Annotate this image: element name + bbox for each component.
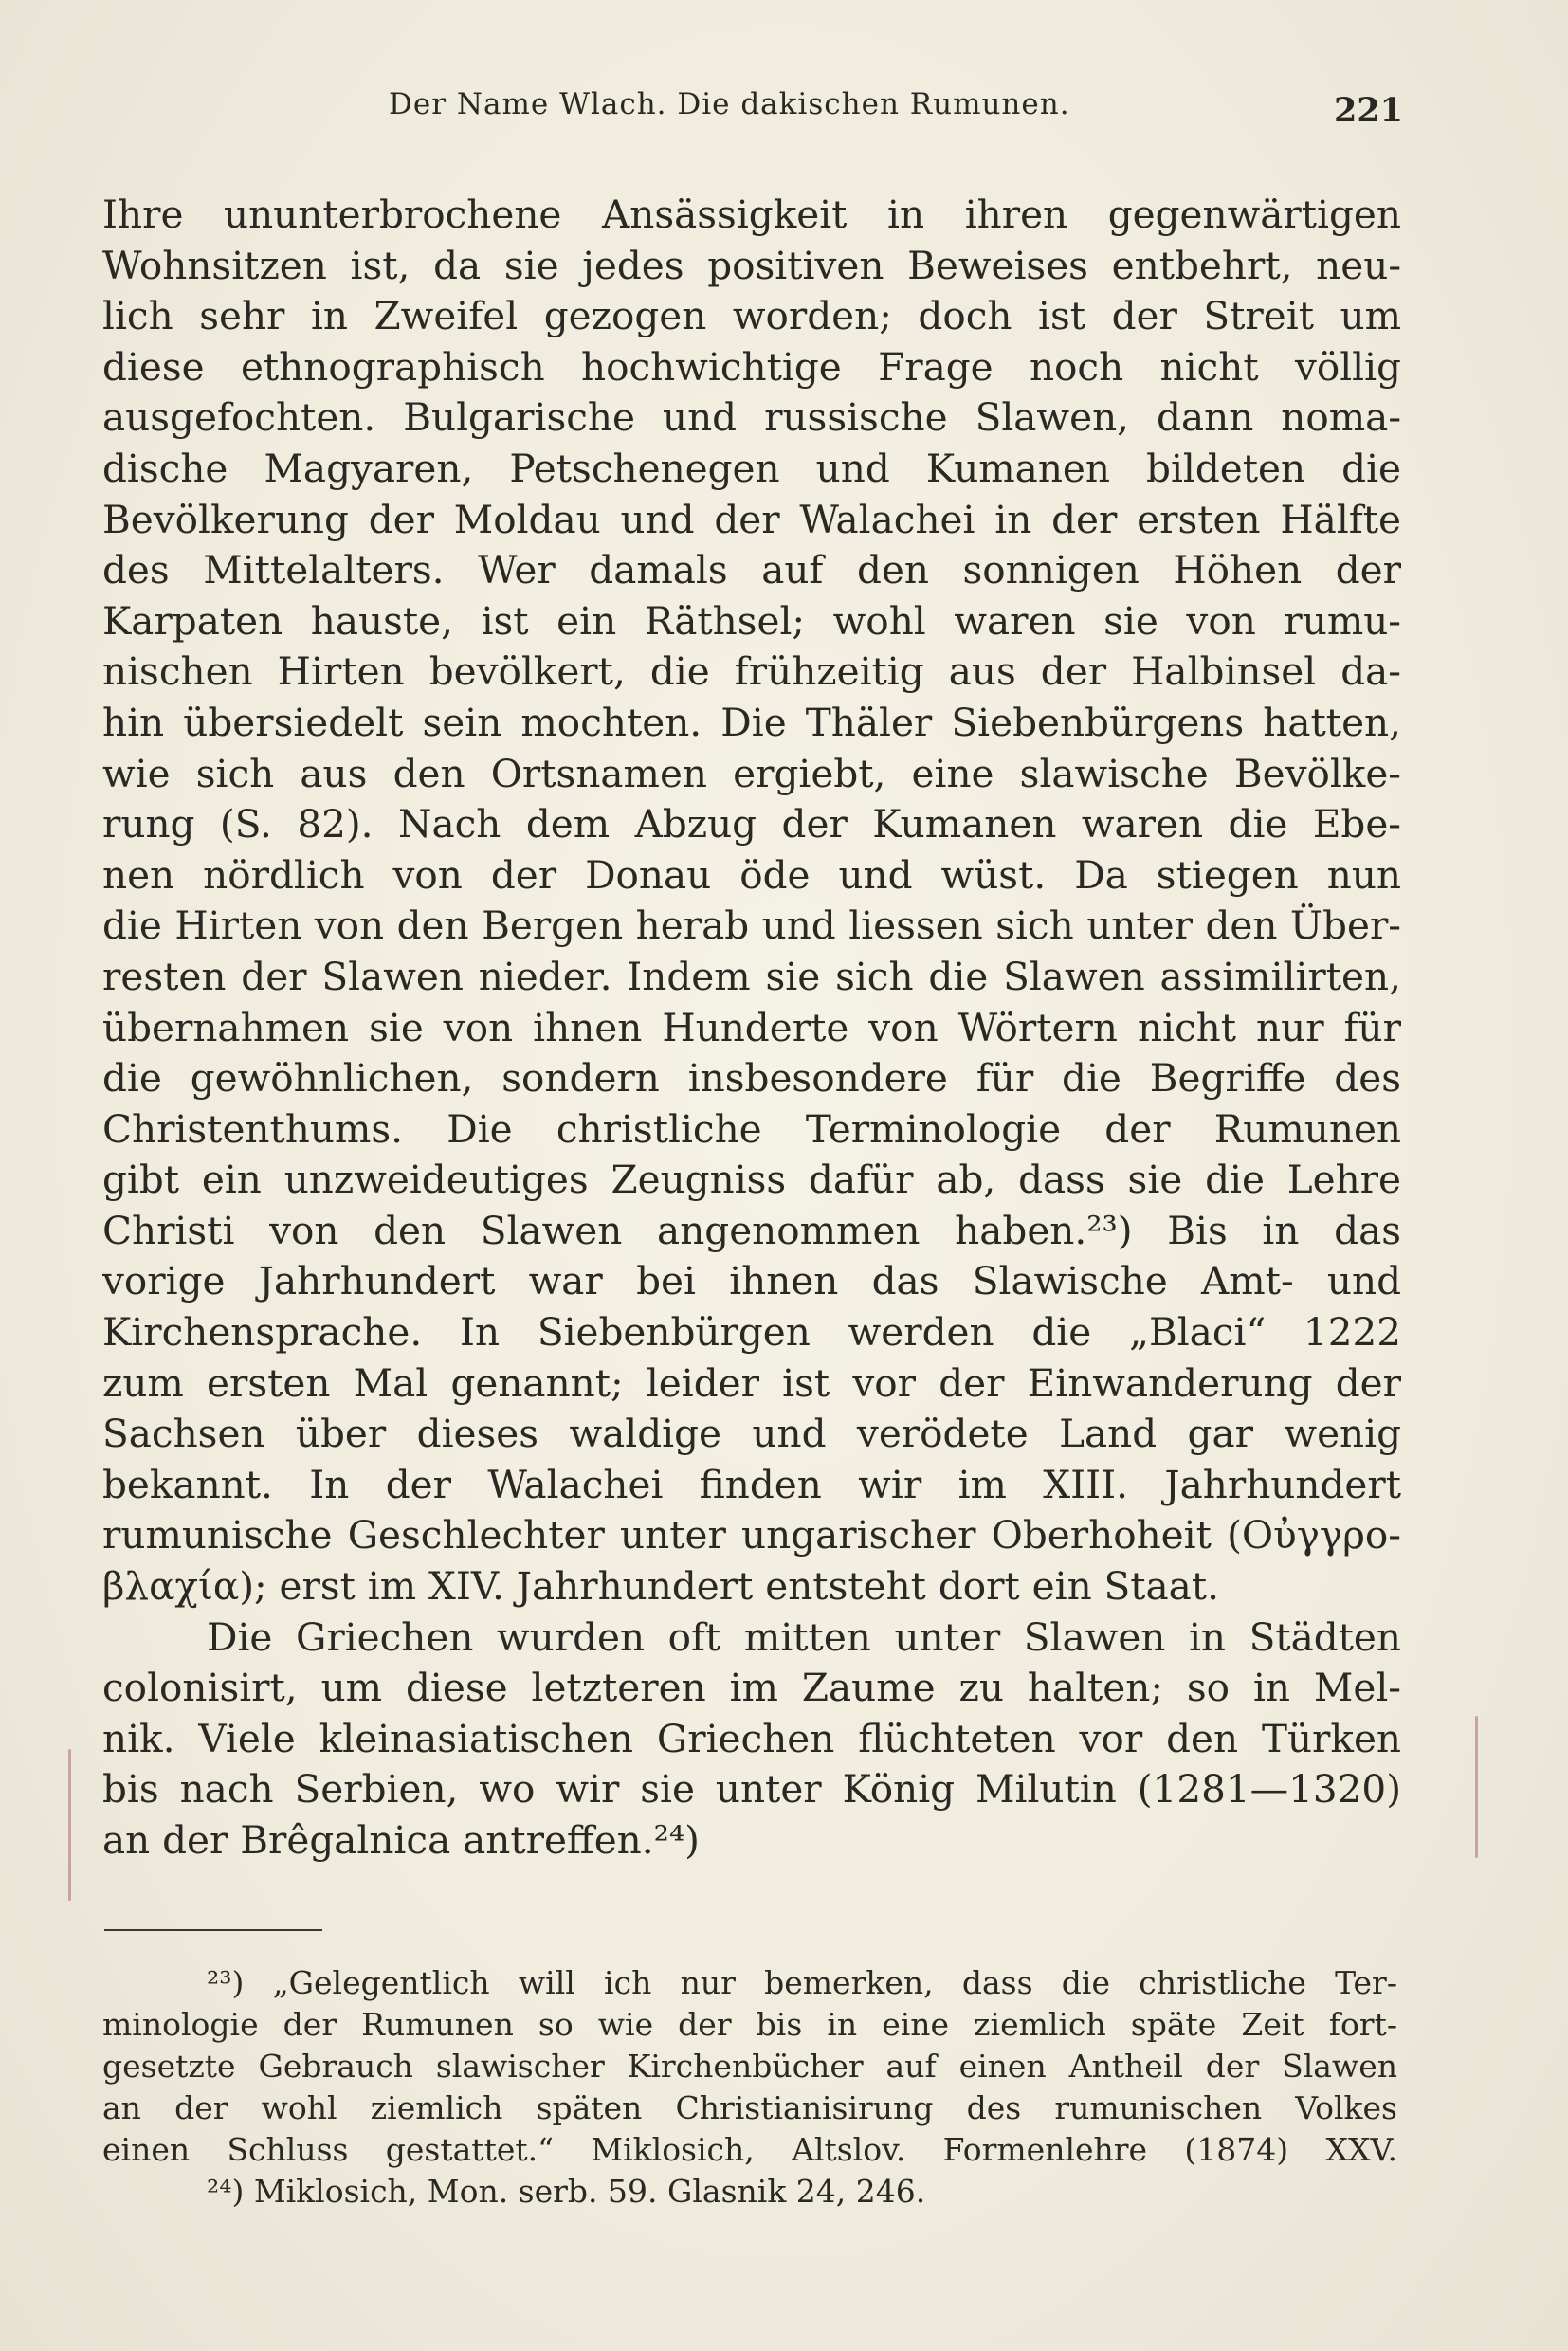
- text-line: ausgefochten. Bulgarische und russische Slawen, dann noma-: [102, 394, 1401, 441]
- text-line: Karpaten hauste, ist ein Räthsel; wohl waren sie von rumu-: [102, 597, 1401, 644]
- text-line: zum ersten Mal genannt; leider ist vor der Einwanderung der: [102, 1359, 1401, 1406]
- margin-pencil-mark: [1475, 1716, 1478, 1858]
- text-line: gibt ein unzweideutiges Zeugniss dafür ab, dass sie die Lehre: [102, 1157, 1401, 1203]
- text-line: übernahmen sie von ihnen Hunderte von Wörtern nicht nur für: [102, 1004, 1401, 1050]
- text-line: Ihre ununterbrochene Ansässigkeit in ihren gegenwärtigen: [102, 191, 1401, 237]
- text-line: Bevölkerung der Moldau und der Walachei in der ersten Hälfte: [102, 496, 1401, 542]
- text-line: nen nördlich von der Donau öde und wüst. Da stiegen nun: [102, 851, 1401, 898]
- text-line: nischen Hirten bevölkert, die frühzeitig aus der Halbinsel da-: [102, 648, 1401, 695]
- footnote-line: minologie der Rumunen so wie der bis in eine ziemlich späte Zeit fort-: [102, 2006, 1397, 2043]
- text-line: βλαχία); erst im XIV. Jahrhundert entsteht dort ein Staat.: [102, 1563, 1219, 1610]
- page-number: 221: [1333, 91, 1403, 130]
- text-line: Die Griechen wurden oft mitten unter Slawen in Städten: [207, 1613, 1401, 1660]
- text-line: an der Brêgalnica antreffen.²⁴): [102, 1817, 700, 1863]
- text-line: nik. Viele kleinasiatischen Griechen flüchteten vor den Türken: [102, 1715, 1401, 1761]
- margin-pencil-mark: [68, 1749, 71, 1901]
- footnote-line: ²³) „Gelegentlich will ich nur bemerken, dass die christliche Ter-: [207, 1964, 1397, 2001]
- text-line: lich sehr in Zweifel gezogen worden; doch ist der Streit um: [102, 293, 1401, 339]
- text-line: vorige Jahrhundert war bei ihnen das Slawische Amt- und: [102, 1258, 1401, 1304]
- text-line: Wohnsitzen ist, da sie jedes positiven Beweises entbehrt, neu-: [102, 242, 1401, 288]
- text-line: dische Magyaren, Petschenegen und Kumanen bildeten die: [102, 445, 1401, 491]
- text-line: hin übersiedelt sein mochten. Die Thäler Siebenbürgens hatten,: [102, 699, 1401, 745]
- text-line: Christenthums. Die christliche Terminologie der Rumunen: [102, 1105, 1401, 1152]
- text-line: rumunische Geschlechter unter ungarischer Oberhoheit (Οὐγγρο-: [102, 1512, 1401, 1558]
- footnote-line: ²⁴) Miklosich, Mon. serb. 59. Glasnik 24, 246.: [207, 2173, 926, 2210]
- running-title: Der Name Wlach. Die dakischen Rumunen.: [389, 87, 1070, 121]
- text-line: diese ethnographisch hochwichtige Frage noch nicht völlig: [102, 343, 1401, 390]
- text-line: bekannt. In der Walachei finden wir im XIII. Jahrhundert: [102, 1461, 1401, 1507]
- text-line: bis nach Serbien, wo wir sie unter König Milutin (1281—1320): [102, 1766, 1401, 1813]
- footnote-divider: [104, 1929, 322, 1931]
- footnote-line: gesetzte Gebrauch slawischer Kirchenbücher auf einen Antheil der Slawen: [102, 2048, 1397, 2085]
- footnote-line: an der wohl ziemlich späten Christianisirung des rumunischen Volkes: [102, 2089, 1397, 2126]
- text-line: rung (S. 82). Nach dem Abzug der Kumanen waren die Ebe-: [102, 801, 1401, 847]
- footnotes: [102, 1962, 1397, 2213]
- text-line: die gewöhnlichen, sondern insbesondere für die Begriffe des: [102, 1055, 1401, 1102]
- text-line: colonisirt, um diese letzteren im Zaume zu halten; so in Mel-: [102, 1665, 1401, 1711]
- main-text: [102, 190, 1401, 1867]
- running-head: [95, 83, 1403, 140]
- text-line: Sachsen über dieses waldige und verödete Land gar wenig: [102, 1411, 1401, 1457]
- text-line: Christi von den Slawen angenommen haben.²³) Bis in das: [102, 1207, 1401, 1253]
- text-line: die Hirten von den Bergen herab und liessen sich unter den Über-: [102, 902, 1401, 949]
- text-line: resten der Slawen nieder. Indem sie sich die Slawen assimilirten,: [102, 953, 1401, 999]
- text-line: des Mittelalters. Wer damals auf den sonnigen Höhen der: [102, 547, 1401, 593]
- text-line: wie sich aus den Ortsnamen ergiebt, eine slawische Bevölke-: [102, 750, 1401, 796]
- footnote-line: einen Schluss gestattet.“ Miklosich, Altslov. Formenlehre (1874) XXV.: [102, 2131, 1397, 2168]
- text-line: Kirchensprache. In Siebenbürgen werden die „Blaci“ 1222: [102, 1309, 1401, 1356]
